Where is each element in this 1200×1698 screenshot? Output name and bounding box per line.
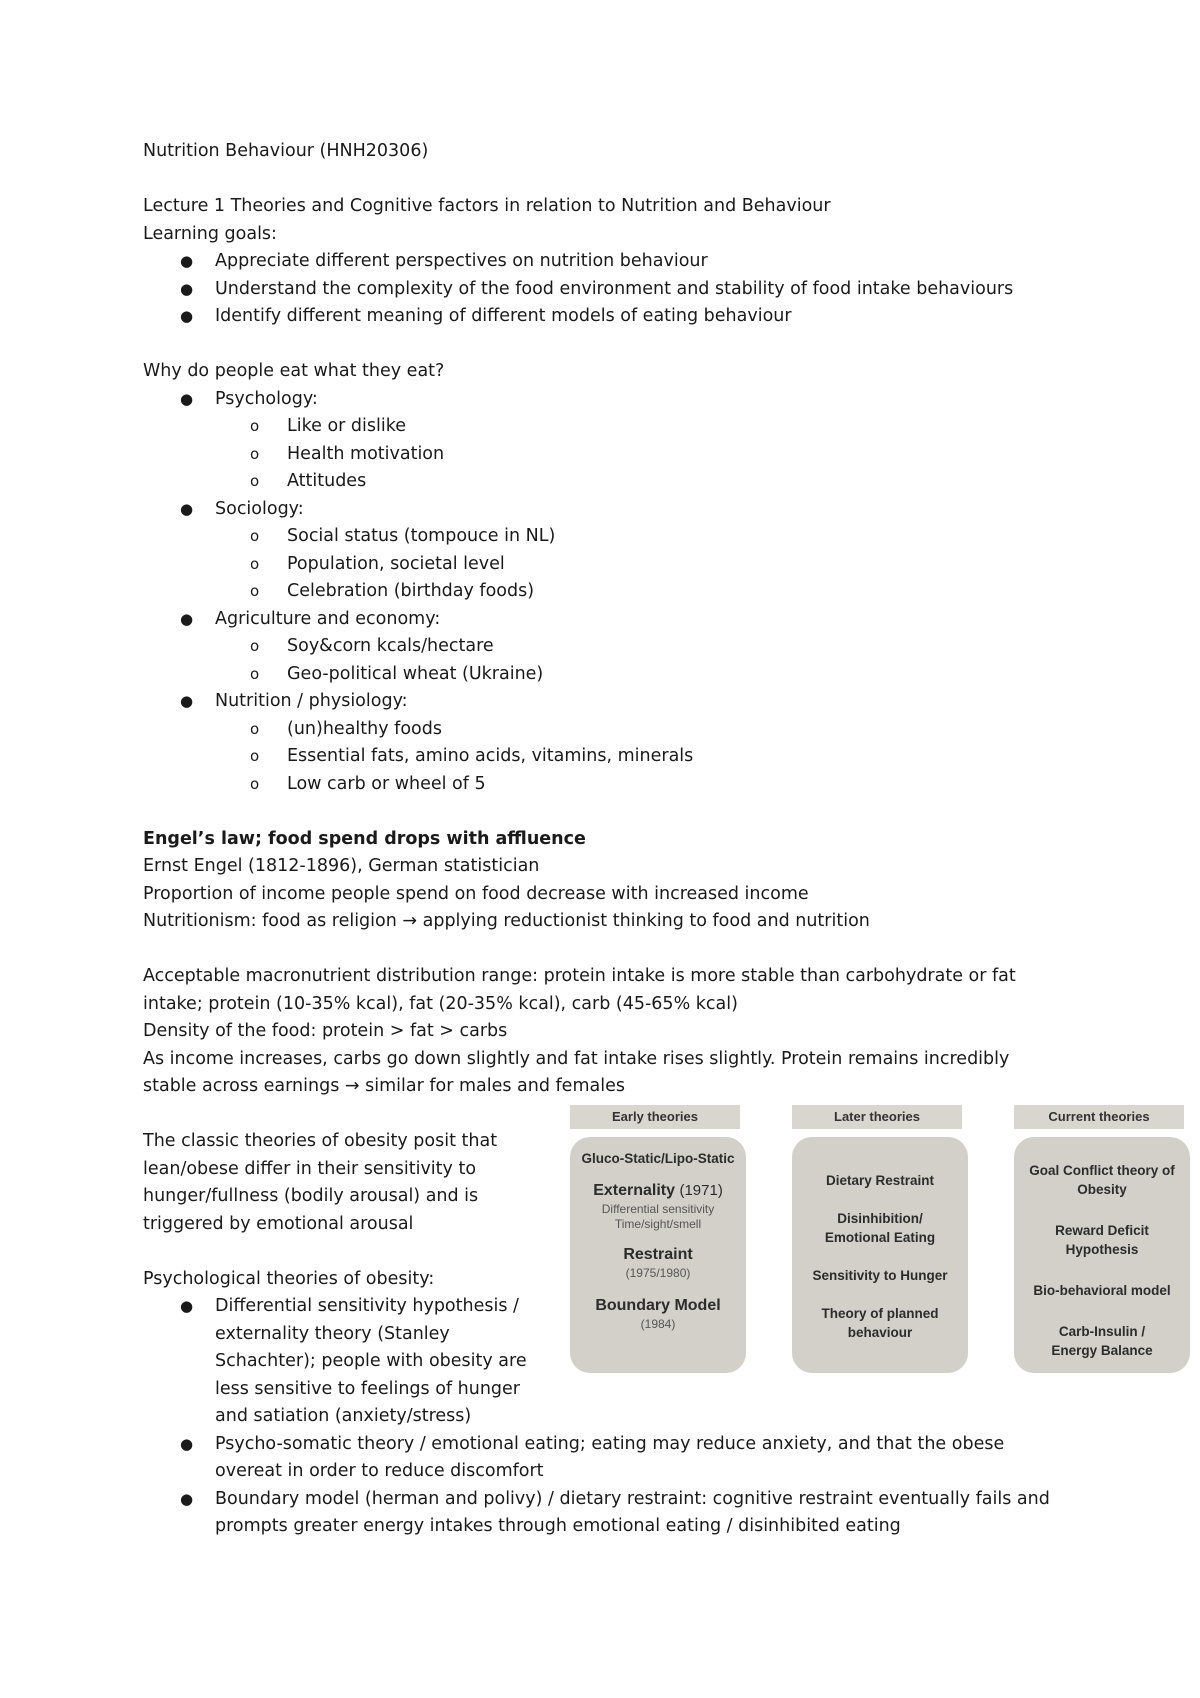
boundary-model-year: (1984) bbox=[640, 1317, 676, 1331]
list-item: ● Differential sensitivity hypothesis / externality theory (Stanley Schachter); people with obesity are less sensitive to feelings of hunger and satiation (anxiety/stress) bbox=[143, 1293, 1063, 1431]
sub-list-item: o Soy&corn kcals/hectare bbox=[215, 633, 1063, 661]
course-title: Nutrition Behaviour (HNH20306) bbox=[143, 141, 429, 161]
circle-bullet-icon: o bbox=[250, 444, 260, 463]
bullet-icon: ● bbox=[180, 1489, 194, 1508]
macro-paragraph: Acceptable macronutrient distribution range: protein intake is more stable than carbohydrate or fat intake; protein (10-35% kcal), fat (20-35% kcal), carb (45-65% kcal) bbox=[143, 966, 1016, 1014]
learning-goals-list bbox=[143, 248, 1063, 331]
boundary-model: Boundary Model bbox=[595, 1297, 721, 1314]
early-theories-header: Early theories bbox=[570, 1105, 740, 1129]
current-theory-item: Bio-behavioral model bbox=[1033, 1283, 1171, 1298]
theories-diagram bbox=[570, 1105, 1190, 1390]
restraint: Restraint bbox=[623, 1246, 693, 1263]
bullet-icon: ● bbox=[180, 307, 194, 325]
bullet-icon: ● bbox=[180, 692, 194, 710]
circle-bullet-icon: o bbox=[250, 554, 260, 573]
bullet-icon: ● bbox=[180, 609, 194, 628]
current-theories-box bbox=[1014, 1137, 1190, 1373]
early-theories-column bbox=[570, 1105, 740, 1129]
circle-bullet-icon: o bbox=[250, 472, 260, 490]
sub-list-item: o Population, societal level bbox=[215, 551, 1063, 579]
bullet-icon: ● bbox=[180, 499, 194, 518]
later-theory-item: Dietary Restraint bbox=[825, 1173, 935, 1188]
bullet-icon: ● bbox=[180, 252, 194, 270]
income-paragraph: As income increases, carbs go down slightly and fat intake rises slightly. Protein remains incredibly stable across earnings → similar for males and females bbox=[143, 1048, 1010, 1096]
list-item: ● Psycho-somatic theory / emotional eating; eating may reduce anxiety, and that the obese overeat in order to reduce discomfort bbox=[143, 1431, 1063, 1486]
circle-bullet-icon: o bbox=[250, 719, 260, 738]
current-theory-item: Goal Conflict theory of Obesity bbox=[1029, 1163, 1175, 1197]
sub-list-item: o Celebration (birthday foods) bbox=[215, 578, 1063, 606]
later-theories-box bbox=[792, 1137, 968, 1373]
circle-bullet-icon: o bbox=[250, 774, 260, 793]
sub-list-item: o (un)healthy foods bbox=[215, 716, 1063, 744]
current-theory-item: Reward Deficit Hypothesis bbox=[1055, 1223, 1149, 1257]
externality-year: (1971) bbox=[679, 1182, 723, 1199]
later-theories-header: Later theories bbox=[792, 1105, 962, 1129]
list-item: ● Nutrition / physiology: o (un)healthy foods o Essential fats, amino acids, vitamins, minerals o Low carb or wheel of 5 bbox=[143, 688, 1063, 798]
externality-sub: Time/sight/smell bbox=[614, 1217, 702, 1231]
sub-list-item: o Geo-political wheat (Ukraine) bbox=[215, 661, 1063, 689]
circle-bullet-icon: o bbox=[250, 527, 260, 545]
sub-list-item: o Low carb or wheel of 5 bbox=[215, 771, 1063, 799]
list-item: ● Appreciate different perspectives on nutrition behaviour bbox=[143, 248, 1063, 276]
circle-bullet-icon: o bbox=[250, 747, 260, 765]
sub-list-item: o Health motivation bbox=[215, 441, 1063, 469]
sub-list-item: o Attitudes bbox=[215, 468, 1063, 496]
list-item: ● Boundary model (herman and polivy) / dietary restraint: cognitive restraint eventually fails and prompts greater energy intakes through emotional eating / disinhibited eating bbox=[143, 1486, 1063, 1541]
current-theory-item: Carb-Insulin / Energy Balance bbox=[1051, 1324, 1153, 1358]
early-theories-box bbox=[570, 1137, 746, 1373]
engel-line: Proportion of income people spend on food decrease with increased income bbox=[143, 883, 809, 904]
current-theories-column bbox=[1014, 1105, 1184, 1129]
current-theories-header: Current theories bbox=[1014, 1105, 1184, 1129]
circle-bullet-icon: o bbox=[250, 664, 260, 683]
list-item: ● Agriculture and economy: o Soy&corn kcals/hectare o Geo-political wheat (Ukraine) bbox=[143, 606, 1063, 689]
engel-line: Ernst Engel (1812-1896), German statistician bbox=[143, 856, 540, 876]
bullet-icon: ● bbox=[180, 1297, 194, 1315]
sub-list-item: o Essential fats, amino acids, vitamins, minerals bbox=[215, 743, 1063, 771]
circle-bullet-icon: o bbox=[250, 582, 260, 600]
classic-theories-paragraph: The classic theories of obesity posit that lean/obese differ in their sensitivity to hunger/fullness (bodily arousal) and is triggered by emotional arousal bbox=[143, 1131, 498, 1234]
externality-sub: Differential sensitivity bbox=[601, 1202, 715, 1216]
sub-list-item: o Like or dislike bbox=[215, 413, 1063, 441]
engel-line: Nutritionism: food as religion → applying reductionist thinking to food and nutrition bbox=[143, 911, 870, 931]
bullet-icon: ● bbox=[180, 279, 194, 298]
list-item: ● Identify different meaning of different models of eating behaviour bbox=[143, 303, 1063, 331]
why-list bbox=[143, 386, 1063, 799]
restraint-year: (1975/1980) bbox=[625, 1266, 691, 1280]
later-theory-item: Disinhibition/ Emotional Eating bbox=[824, 1211, 936, 1245]
density-line: Density of the food: protein > fat > carbs bbox=[143, 1021, 508, 1041]
bullet-icon: ● bbox=[180, 1434, 194, 1453]
lecture-title: Lecture 1 Theories and Cognitive factors in relation to Nutrition and Behaviour bbox=[143, 196, 831, 216]
list-item: ● Understand the complexity of the food environment and stability of food intake behaviours bbox=[143, 276, 1063, 304]
bullet-icon: ● bbox=[180, 389, 194, 408]
learning-goals-label: Learning goals: bbox=[143, 223, 277, 244]
list-item: ● Sociology: o Social status (tompouce in NL) o Population, societal level o Celebration (birthday foods) bbox=[143, 496, 1063, 606]
why-question: Why do people eat what they eat? bbox=[143, 361, 445, 381]
later-theory-item: Theory of planned behaviour bbox=[821, 1306, 939, 1340]
psych-heading: Psychological theories of obesity: bbox=[143, 1268, 435, 1289]
circle-bullet-icon: o bbox=[250, 417, 260, 435]
engel-heading: Engel’s law; food spend drops with affluence bbox=[143, 828, 586, 849]
externality: Externality bbox=[593, 1182, 675, 1199]
circle-bullet-icon: o bbox=[250, 637, 260, 655]
sub-list-item: o Social status (tompouce in NL) bbox=[215, 523, 1063, 551]
later-theory-item: Sensitivity to Hunger bbox=[812, 1268, 948, 1283]
gluco-lipo-static: Gluco-Static/Lipo-Static bbox=[581, 1151, 735, 1166]
list-item: ● Psychology: o Like or dislike o Health motivation o Attitudes bbox=[143, 386, 1063, 496]
later-theories-column bbox=[792, 1105, 962, 1129]
